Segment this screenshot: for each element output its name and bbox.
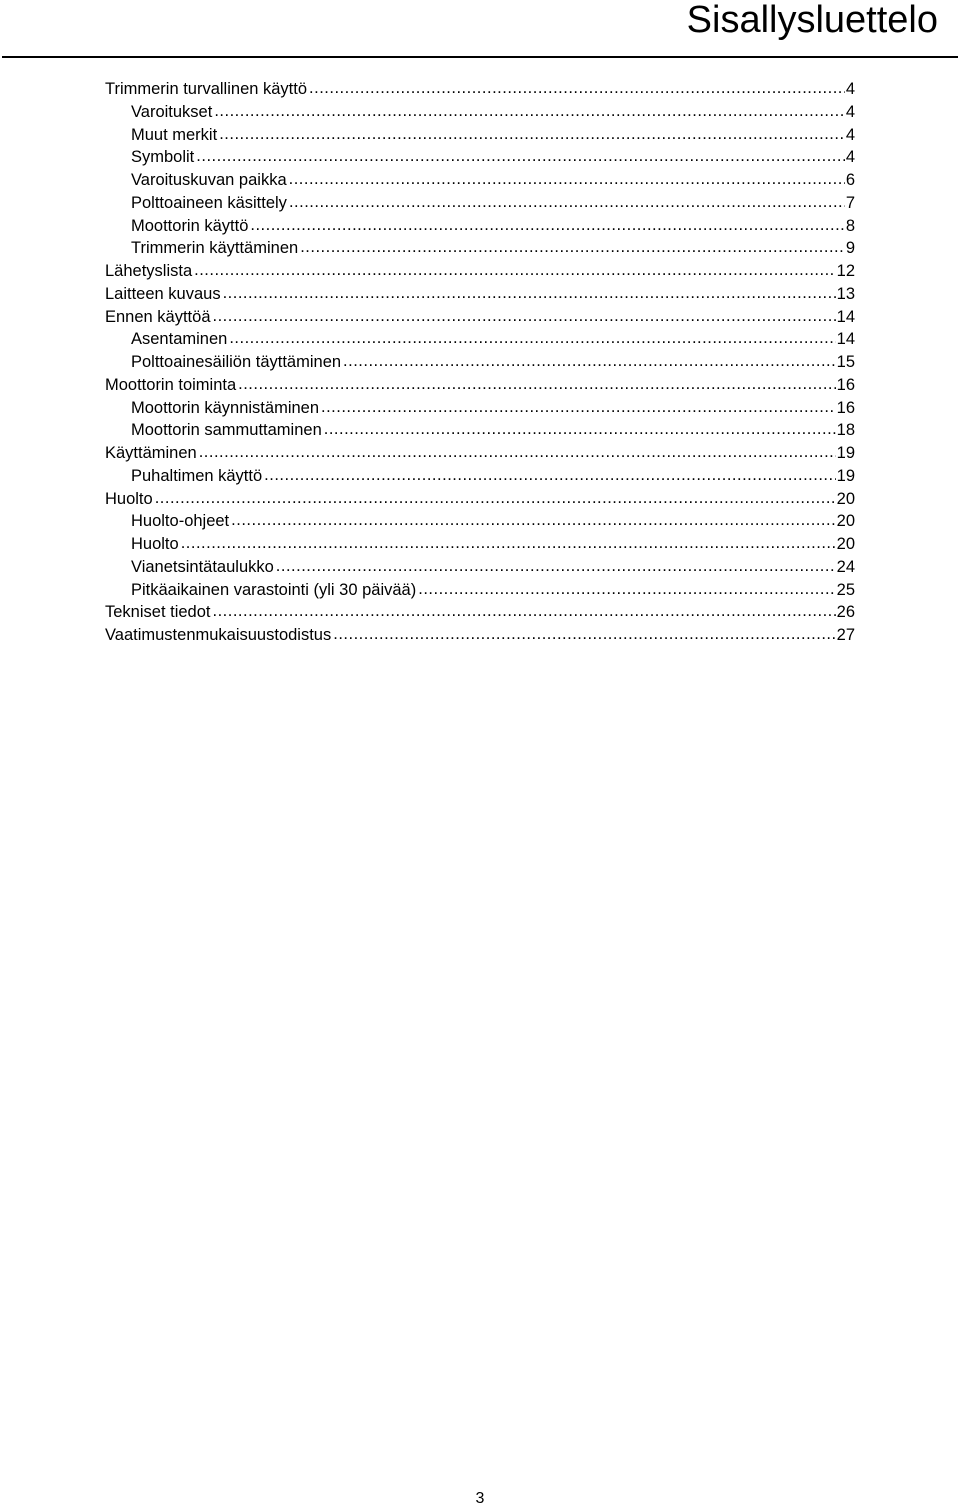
toc-entry-label: Muut merkit (131, 125, 218, 144)
toc-dot-leader (194, 259, 836, 282)
toc-dot-leader (250, 214, 844, 237)
toc-entry[interactable] (105, 146, 855, 169)
toc-entry-page: 20 (836, 512, 855, 531)
toc-entry-page: 20 (836, 535, 855, 553)
toc-entry[interactable] (105, 624, 855, 647)
toc-entry-page: 19 (836, 466, 855, 485)
toc-entry-page: 4 (845, 148, 855, 167)
toc-entry-page: 4 (845, 102, 855, 121)
toc-dot-leader (333, 623, 835, 646)
toc-entry-page: 4 (845, 125, 855, 144)
page-title: Sisallysluettelo (686, 0, 938, 41)
toc-entry-page: 16 (836, 398, 855, 417)
toc-entry-page: 6 (845, 171, 855, 189)
toc-entry-page: 16 (836, 375, 855, 394)
toc-entry[interactable] (105, 124, 855, 147)
toc-entry[interactable] (105, 601, 855, 624)
toc-entry[interactable] (105, 374, 855, 397)
toc-entry-page: 25 (836, 580, 855, 599)
toc-entry-label: Trimmerin turvallinen käyttö (105, 80, 308, 98)
toc-entry[interactable] (105, 351, 855, 374)
toc-entry-page: 13 (836, 284, 855, 303)
toc-entry-label: Ennen käyttöä (105, 307, 211, 326)
toc-entry[interactable] (105, 237, 855, 260)
toc-entry-label: Varoitukset (131, 102, 213, 121)
toc-dot-leader (343, 350, 836, 373)
toc-entry-label: Symbolit (131, 148, 195, 167)
toc-entry[interactable] (105, 488, 855, 511)
toc-entry-page: 19 (836, 444, 855, 462)
toc-entry[interactable] (105, 579, 855, 602)
toc-entry-label: Asentaminen (131, 330, 228, 349)
toc-entry[interactable] (105, 101, 855, 124)
toc-dot-leader (212, 600, 835, 623)
toc-entry-label: Polttoaineen käsittely (131, 193, 287, 212)
header-divider (2, 56, 958, 58)
toc-entry[interactable] (105, 556, 855, 579)
toc-entry[interactable] (105, 78, 855, 101)
toc-entry-label: Käyttäminen (105, 444, 197, 462)
toc-entry-label: Laitteen kuvaus (105, 284, 221, 303)
toc-entry-page: 14 (836, 330, 855, 349)
toc-entry-page: 20 (836, 489, 855, 508)
toc-entry[interactable] (105, 465, 855, 488)
toc-entry[interactable] (105, 260, 855, 283)
toc-dot-leader (223, 282, 836, 305)
toc-entry-label: Trimmerin käyttäminen (131, 239, 299, 258)
toc-entry-page: 18 (836, 421, 855, 440)
toc-entry[interactable] (105, 397, 855, 420)
toc-entry-page: 4 (845, 80, 855, 98)
toc-entry-page: 7 (845, 193, 855, 212)
toc-dot-leader (264, 464, 835, 487)
toc-entry[interactable] (105, 328, 855, 351)
toc-entry-page: 27 (836, 626, 855, 644)
toc-dot-leader (418, 578, 835, 601)
toc-entry-page: 8 (845, 216, 855, 235)
table-of-contents (105, 78, 855, 647)
toc-entry-page: 12 (836, 262, 855, 280)
toc-entry-page: 14 (836, 307, 855, 326)
toc-entry-label: Vaatimustenmukaisuustodistus (105, 626, 332, 644)
toc-dot-leader (300, 236, 845, 259)
toc-dot-leader (199, 441, 836, 464)
toc-entry[interactable] (105, 169, 855, 192)
toc-entry-label: Huolto-ohjeet (131, 512, 230, 531)
toc-entry-label: Lähetyslista (105, 262, 193, 280)
toc-dot-leader (214, 100, 844, 123)
toc-entry-label: Moottorin käynnistäminen (131, 398, 320, 417)
toc-entry-page: 15 (836, 353, 855, 371)
toc-entry[interactable] (105, 533, 855, 556)
toc-entry-page: 9 (845, 239, 855, 258)
toc-entry-label: Puhaltimen käyttö (131, 466, 263, 485)
toc-dot-leader (196, 145, 845, 168)
toc-entry-label: Varoituskuvan paikka (131, 171, 287, 189)
toc-dot-leader (238, 373, 836, 396)
toc-entry-page: 26 (836, 603, 855, 622)
toc-dot-leader (324, 418, 836, 441)
toc-dot-leader (219, 123, 845, 146)
toc-dot-leader (309, 77, 845, 100)
toc-dot-leader (155, 487, 836, 510)
toc-dot-leader (213, 305, 836, 328)
toc-entry-label: Pitkäaikainen varastointi (yli 30 päivää) (131, 580, 417, 599)
toc-dot-leader (229, 327, 835, 350)
toc-entry-label: Huolto (105, 489, 153, 508)
toc-entry[interactable] (105, 306, 855, 329)
toc-entry-label: Moottorin käyttö (131, 216, 249, 235)
toc-entry[interactable] (105, 442, 855, 465)
toc-entry-label: Huolto (131, 535, 179, 553)
toc-entry-page: 24 (836, 557, 855, 576)
toc-dot-leader (181, 532, 836, 555)
toc-dot-leader (276, 555, 836, 578)
toc-dot-leader (289, 168, 845, 191)
toc-dot-leader (289, 191, 845, 214)
toc-entry-label: Vianetsintätaulukko (131, 557, 274, 576)
toc-entry[interactable] (105, 215, 855, 238)
toc-entry[interactable] (105, 283, 855, 306)
toc-dot-leader (321, 396, 836, 419)
page-number: 3 (475, 1490, 485, 1507)
toc-entry[interactable] (105, 192, 855, 215)
toc-entry[interactable] (105, 419, 855, 442)
toc-dot-leader (231, 509, 835, 532)
toc-entry-label: Moottorin sammuttaminen (131, 421, 322, 440)
toc-entry-label: Tekniset tiedot (105, 603, 211, 622)
toc-entry[interactable] (105, 510, 855, 533)
toc-entry-label: Moottorin toiminta (105, 375, 237, 394)
toc-entry-label: Polttoainesäiliön täyttäminen (131, 353, 342, 371)
